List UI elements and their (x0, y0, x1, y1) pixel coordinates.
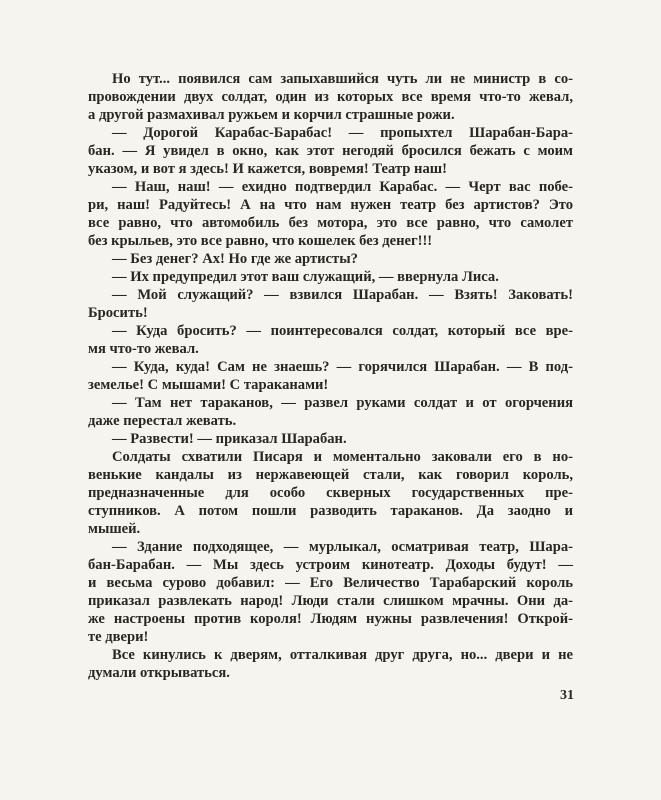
text-line: — Наш, наш! — ехидно подтвердил Карабас. — Черт вас побе- (112, 179, 573, 195)
text-line: предназначенные для особо скверных государственных пре- (88, 485, 573, 501)
text-line: все равно, что автомобиль без мотора, это все равно, что самолет (88, 215, 573, 231)
page-text (88, 70, 573, 682)
text-line: бан. — Я увидел в окно, как этот негодяй бросился бежать с моим (88, 143, 573, 159)
text-line: — Их предупредил этот ваш служащий, — ввернула Лиса. (112, 269, 499, 285)
text-line: мя что-то жевал. (88, 341, 199, 357)
text-line: Солдаты схватили Писаря и моментально заковали его в но- (112, 449, 573, 465)
text-line: земелье! С мышами! С тараканами! (88, 377, 329, 393)
text-line: — Без денег? Ах! Но где же артисты? (112, 251, 358, 267)
page-number: 31 (560, 688, 574, 703)
text-line: ступников. А потом пошли разводить тараканов. Да заодно и (88, 503, 573, 519)
text-line: венькие кандалы из нержавеющей стали, как говорил король, (88, 467, 573, 483)
text-line: Бросить! (88, 305, 148, 321)
text-line: — Развести! — приказал Шарабан. (112, 431, 347, 447)
text-line: — Куда бросить? — поинтересовался солдат, который все вре- (112, 323, 573, 339)
text-line: мышей. (88, 521, 141, 537)
text-line: и весьма сурово добавил: — Его Величество Тарабарский король (88, 575, 573, 591)
text-line: приказал развлекать народ! Люди стали слишком мрачны. Они да- (88, 593, 573, 609)
text-line: ри, наш! Радуйтесь! А на что нам нужен театр без артистов? Это (88, 197, 573, 213)
text-line: даже перестал жевать. (88, 413, 237, 429)
text-line: думали открываться. (88, 665, 230, 681)
text-line: провождении двух солдат, один из которых все время что-то жевал, (88, 89, 573, 105)
text-line: — Мой служащий? — взвился Шарабан. — Взять! Заковать! (112, 287, 573, 303)
text-line: — Там нет тараканов, — развел руками солдат и от огорчения (112, 395, 573, 411)
text-line: Все кинулись к дверям, отталкивая друг друга, но... двери и не (112, 647, 573, 663)
text-line: а другой размахивал ружьем и корчил страшные рожи. (88, 107, 455, 123)
text-line: — Дорогой Карабас-Барабас! — пропыхтел Шарабан-Бара- (112, 125, 573, 141)
text-line: те двери! (88, 629, 149, 645)
text-line: без крыльев, это все равно, что кошелек без денег!!! (88, 233, 433, 249)
text-line: Но тут... появился сам запыхавшийся чуть ли не министр в со- (112, 71, 573, 87)
text-line: бан-Барабан. — Мы здесь устроим кинотеатр. Доходы будут! — (88, 557, 573, 573)
text-line: же настроены против короля! Людям нужны развлечения! Открой- (88, 611, 573, 627)
text-line: — Здание подходящее, — мурлыкал, осматривая театр, Шара- (112, 539, 573, 555)
text-line: указом, и вот я здесь! И кажется, вовремя! Театр наш! (88, 161, 447, 177)
text-line: — Куда, куда! Сам не знаешь? — горячился Шарабан. — В под- (112, 359, 573, 375)
